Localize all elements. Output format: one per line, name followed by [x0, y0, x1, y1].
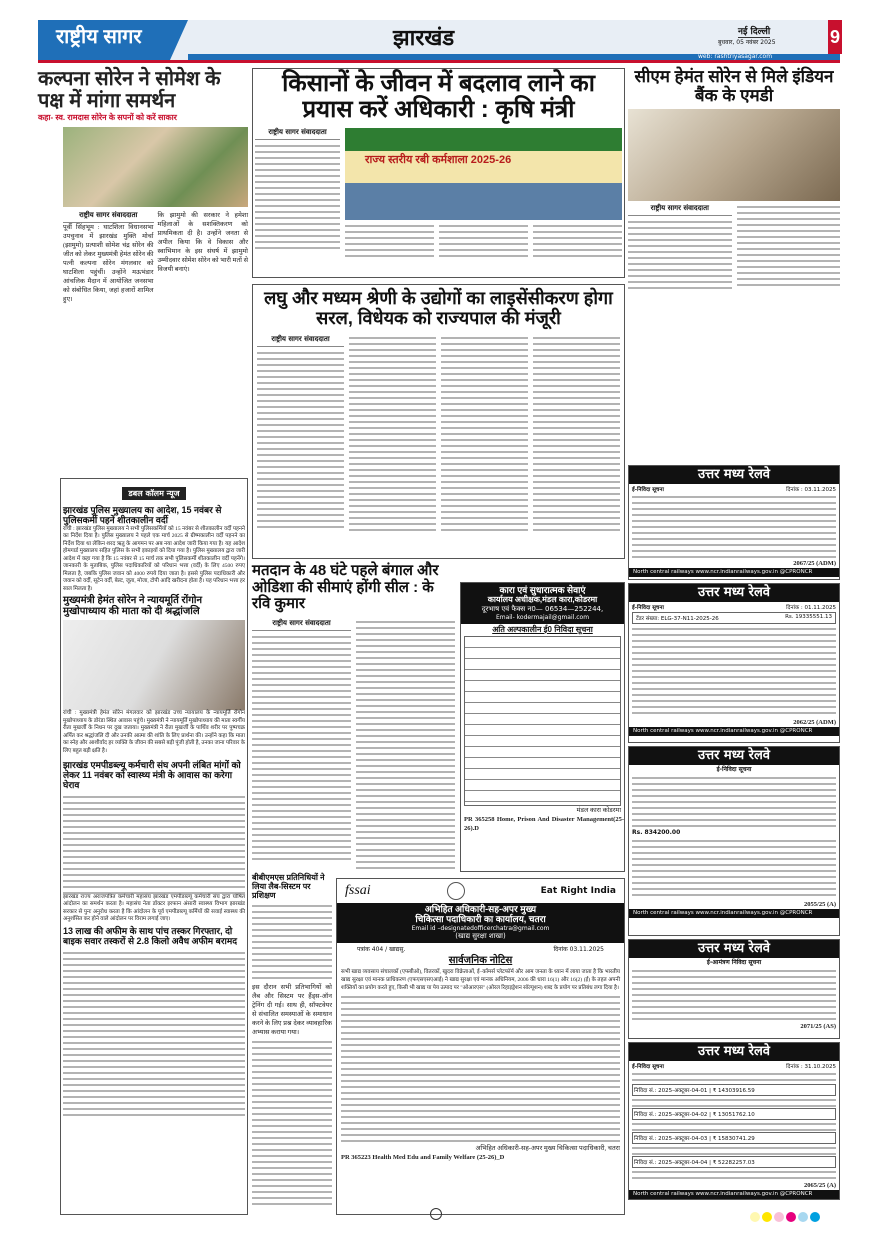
tender-row: निविदा सं.: 2025-अक्टूबर-04-01 | ₹ 14303916.59 [632, 1084, 836, 1096]
tender-cost: Rs. 834200.00 [632, 829, 681, 836]
headline: 13 लाख की अफीम के साथ पांच तस्कर गिरफ्तार, दो बाइक सवार तस्करों से 2.8 किलो अवैध अफीम बरामद [63, 925, 237, 946]
ad-title: अभिहित अधिकारी-सह-अपर मुख्य [424, 904, 537, 914]
notice-body: सभी खाद्य व्यवसाय संचालकों (एफबीओ), वितरकों, खुदरा विक्रेताओं, ई–कॉमर्स प्लेटफॉर्म और आम जनता के ध्यान में लाया जाता है कि भारतीय खाद्य सुरक्षा एवं मानक प्राधिकरण (एफएसएसएआई) ने खाद्य सुरक्षा एवं मानक अधिनियम, 2006 की धारा 16(1) और 16(2) (ई) के तहत अपनी शक्तियों का प्रयोग करते हुए, किसी भी खाद्य या पेय उत्पाद पर "ओआरएस" (ओरल रिहाइड्रेशन सॉल्यूशन) शब्द के प्रयोग पर प्रतिबंध लगा दिया है। [341, 968, 620, 991]
byline: राष्ट्रीय सागर संवाददाता [63, 211, 154, 223]
headline: सीएम हेमंत सोरेन से मिले इंडियन बैंक के एमडी [634, 67, 834, 105]
notice-title: सार्वजनिक नोटिस [448, 954, 513, 966]
byline: राष्ट्रीय सागर संवाददाता [255, 128, 340, 140]
page-number: 9 [828, 20, 842, 54]
headline: कल्पना सोरेन ने सोमेश के पक्ष में मांगा समर्थन [38, 68, 221, 112]
ad-ref: 2067/25 (ADM) [793, 560, 836, 567]
text-block [341, 994, 620, 1144]
text-block [252, 634, 351, 864]
text-block [632, 1121, 836, 1131]
story-indian-bank [628, 68, 840, 289]
fssai-logo: fssai [345, 883, 371, 898]
ad-title: उत्तर मध्य रेलवे [629, 747, 839, 765]
railway-footer[interactable]: North central railways www.ncr.indianrailways.gov.in @CPRONCR [629, 568, 839, 577]
newspaper-logo: राष्ट्रीय सागर [56, 26, 142, 48]
railway-ad-3 [628, 746, 840, 936]
city: नई दिल्ली [738, 24, 770, 38]
ad-ref: पत्रांक 404 / खाद्यसु. [357, 945, 406, 953]
ad-date: दिनांक : 03.11.2025 [786, 487, 836, 493]
railway-ad-4 [628, 939, 840, 1039]
eat-right-india-logo: Eat Right India [540, 886, 616, 896]
story-training [252, 874, 332, 1209]
ad-subtitle: ई-निविदा सूचना [632, 605, 664, 611]
ad-subtitle: ई-निविदा सूचना [632, 487, 664, 493]
text-block [63, 794, 245, 894]
ad-office: कार्यालय अधीक्षक,मंडल कारा,कोडरमा [487, 594, 598, 604]
text-block [439, 223, 528, 259]
text-block [632, 1071, 836, 1083]
ad-release: PR 365223 Health Med Edu and Family Welfare (25-26)_D [341, 1153, 505, 1161]
ad-date: दिनांक : 31.10.2025 [786, 1064, 836, 1070]
story-msme [252, 284, 625, 559]
ad-ref: 2062/25 (ADM) [793, 719, 836, 726]
railway-footer[interactable]: North central railways www.ncr.indianrailways.gov.in @CPRONCR [629, 909, 839, 918]
registration-mark-icon [430, 1208, 442, 1220]
ad-subtitle: ई-आमंत्रण निविदा सूचना [706, 959, 762, 966]
story-vote [252, 563, 455, 869]
text-block [737, 204, 841, 289]
ad-office: चिकित्सा पदाधिकारी का कार्यालय, चतरा [415, 913, 546, 924]
text-block [632, 775, 836, 827]
text-block [632, 1097, 836, 1107]
ad-date: दिनांक : 01.11.2025 [786, 605, 836, 611]
text-block [632, 494, 836, 559]
body-text: पूर्वी सिंहभूम : घाटशिला विधानसभा उपचुनाव में झारखंड मुक्ति मोर्चा (झामुमो) प्रत्याशी सोमेश चंद्र सोरेन की जीत को लेकर मुख्यमंत्री हेमंत सोरेन की पत्नी कल्पना सोरेन मंगलवार को घाटशिला पहुंचीं। उन्होंने मऊभंडार आंचलिक मैदान में आयोजित जनसभा को संबोधित किया, जहां हजारों शामिल हुए। [63, 223, 154, 303]
fssai-public-notice [336, 878, 625, 1215]
text-block [632, 968, 836, 1020]
text-block [533, 223, 622, 259]
photo-tribute [63, 620, 245, 710]
text-block [252, 903, 332, 983]
headline: झारखंड पुलिस मुख्यालय का आदेश, 15 नवंबर से पुलिसकर्मी पहनें शीतकालीन वर्दी [63, 505, 222, 525]
ad-title: उत्तर मध्य रेलवे [629, 940, 839, 958]
ad-title: उत्तर मध्य रेलवे [629, 1043, 839, 1061]
headline: लघु और मध्यम श्रेणी के उद्योगों का लाइसेंसीकरण होगा सरल, विधेयक को राज्यपाल की मंजूरी [264, 288, 613, 328]
body-text: कि झामुमो की सरकार ने हमेशा महिलाओं के सशक्तिकरण को प्राथमिकता दी है। उन्होंने जनता से अपील किया कि वे विकास और स्वाभिमान के इस संघर्ष में झामुमो उम्मीदवार सोमेश सोरेन को भारी मतों से विजयी बनाएं। [157, 211, 248, 273]
tender-table [464, 636, 621, 806]
ad-ref: 2055/25 (A) [804, 901, 836, 908]
railway-ad-5 [628, 1042, 840, 1200]
body-text: रांची : झारखंड पुलिस मुख्यालय ने सभी पुलिसकर्मियों को 15 नवंबर से शीतकालीन वर्दी पहनने का निर्देश दिया है। पुलिस मुख्यालय ने पहले एक मार्च 2025 से ग्रीष्मकालीन वर्दी पहनने का निर्देश दिया था लेकिन शरद ऋतु के आगमन पर अब नया आदेश जारी किया गया है। यह आदेश होमगार्ड मुख्यालय सहित पुलिस के सभी इकाइयों को दिया गया है। पुलिस मुख्यालय द्वारा जारी आदेश में कहा गया है कि 15 नवंबर से 15 मार्च तक सभी पुलिसकर्मी शीतकालीन वर्दी पहनेंगे। जानकारी के मुताबिक, पुलिस पदाधिकारियों को परिधान भत्ता (वर्दी) के लिए 4500 रुपए मिलता है, जबकि पुलिस जवान को 4000 रुपये दिया जाता है। इससे पुलिस पदाधिकारी और जवान को वर्दी, सूटेन वर्दी, बेल्ट, जूता, मोजा, टोपी आदि खरीदना होता है। यह परिधान भत्ता हर साल मिलता है। [63, 525, 245, 592]
ad-notice-title: अति अल्पकालीन ई0 निविदा सूचना [492, 624, 593, 634]
tender-row: निविदा सं.: 2025-अक्टूबर-04-03 | ₹ 15830741.29 [632, 1132, 836, 1144]
text-block [349, 335, 436, 535]
text-block [441, 335, 528, 535]
photo-meeting [628, 109, 840, 201]
tender-row: निविदा सं.: 2025-अक्टूबर-04-04 | ₹ 52282257.03 [632, 1156, 836, 1168]
body-text: रांची : मुख्यमंत्री हेमंत सोरेन मंगलवार को झारखंड उच्च न्यायालय के न्यायमूर्ति रोंगोन मुखोपाध्याय के डोरंडा स्थित आवास पहुंचे। मुख्यमंत्री ने न्यायमूर्ति मुखोपाध्याय की माता स्वर्गीय रीता मुखर्जी के निधन पर दुख जताया। मुख्यमंत्री ने रीता मुखर्जी के पार्थिव शरीर पर पुष्पचक्र अर्पित कर श्रद्धांजलि दी और उनकी आत्मा की शांति के लिए प्रार्थना की। उन्होंने कहा कि माता का स्नेह और आशीर्वाद हर व्यक्ति के जीवन की सबसे बड़ी पूंजी होती है, उनका जाना परिवार के लिए बहुत बड़ी क्षति है। [63, 710, 245, 754]
photo-workshop [345, 128, 622, 220]
jail-tender-ad [460, 582, 625, 872]
text-block [257, 350, 344, 530]
text-block [632, 1145, 836, 1155]
story-kalpana [38, 68, 248, 418]
color-calibration-dots [750, 1212, 820, 1222]
story-agriculture [252, 68, 625, 278]
body-text: झारखंड राज्य अराजपत्रित कर्मचारी महासंघ झारखंड एमपीडब्ल्यू कर्मचारी संघ द्वारा घोषित आंदोलन का समर्थन करता है। महासंघ नेता डॉक्टर इरफान अंसारी स्वास्थ्य विभाग झारखंड सरकार से पुनः अनुरोध करता है कि आंदोलन के पूर्व एमपीडब्ल्यू कर्मियों की सवाई स्वास्थ्य की अनुशंसित कर होने वाले आंदोलन पर विराम लगाई जाए। [63, 893, 245, 923]
railway-footer[interactable]: North central railways www.ncr.indianrailways.gov.in @CPRONCR [629, 1190, 839, 1199]
headline: झारखंड एमपीडब्ल्यू कर्मचारी संघ अपनी लंबित मांगों को लेकर 11 नवंबर को स्वास्थ्य मंत्री के आवास का करेगा घेराव [63, 760, 241, 791]
website[interactable]: web: rashtriyasagar.com [698, 53, 773, 60]
ad-date: दिनांक 03.11.2025 [553, 945, 604, 953]
section-label: डबल कॉलम न्यूज [122, 487, 185, 500]
ad-branch: (खाद्य सुरक्षा शाखा) [455, 931, 506, 940]
headline: मुख्यमंत्री हेमंत सोरेन ने न्यायमूर्ति रोंगोन मुखोपाध्याय की माता को दी श्रद्धांजलि [63, 595, 203, 618]
headline: बीबीएमएस प्रतिनिधियों ने लिया लैब-सिस्टम पर प्रशिक्षण [252, 873, 325, 900]
railway-ad-1 [628, 465, 840, 580]
text-block [345, 223, 434, 259]
railway-footer[interactable]: North central railways www.ncr.indianrailways.gov.in @CPRONCR [629, 727, 839, 736]
text-block [252, 1039, 332, 1209]
section-title: झारखंड [393, 25, 455, 50]
tender-number: टेंडर संख्या: ELG-37-N11-2025-26 [636, 616, 719, 622]
byline: राष्ट्रीय सागर संवाददाता [252, 619, 351, 631]
text-block [356, 619, 455, 869]
text-block [255, 143, 340, 253]
ad-signature: अभिहित अधिकारी-सह-अपर मुख्य चिकित्सा पदाधिकारी, चतरा [475, 1144, 620, 1152]
double-column-news [60, 478, 248, 1215]
text-block [632, 1169, 836, 1181]
byline: राष्ट्रीय सागर संवाददाता [628, 204, 732, 216]
ad-phone: दूरभाष एवं फैक्स न0— 06534—252244, [481, 604, 604, 613]
body-text: इस दौरान सभी प्रतिभागियों को लैब और सिस्टम पर हैंड्स-ऑन ट्रेनिंग दी गई। साथ ही, सॉफ्टवेयर से संचालित समस्याओं के समाधान करने के लिए प्रश्न देकर व्यावहारिक अभ्यास कराया गया। [252, 984, 332, 1037]
ad-email[interactable]: Email- kodermajail@gmail.com [495, 613, 590, 621]
text-block [628, 219, 732, 289]
photo-banner-text: राज्य स्तरीय रबी कर्मशाला 2025-26 [365, 153, 512, 166]
tender-cost: Rs. 19335551.13 [785, 614, 832, 620]
ad-title: उत्तर मध्य रेलवे [629, 584, 839, 602]
railway-ad-2 [628, 583, 840, 743]
masthead [38, 20, 840, 63]
headline: मतदान के 48 घंटे पहले बंगाल और ओडिशा की सीमाएं होंगी सील : के रवि कुमार [252, 562, 439, 612]
text-block [632, 838, 836, 898]
tender-row: निविदा सं.: 2025-अक्टूबर-04-02 | ₹ 13051762.10 [632, 1108, 836, 1120]
ad-release: PR 365258 Home, Prison And Disaster Management(25-26).D [464, 816, 624, 833]
main-headline: किसानों के जीवन में बदलाव लाने का प्रयास करें अधिकारी : कृषि मंत्री [282, 70, 595, 124]
text-block [632, 626, 836, 716]
ad-title: उत्तर मध्य रेलवे [629, 466, 839, 484]
subhead: कहा- स्व. रामदास सोरेन के सपनों को करें साकार [38, 113, 177, 122]
text-block [63, 950, 245, 1120]
ad-ref: 2065/25 (A) [804, 1182, 836, 1189]
ad-subtitle: ई-निविदा सूचना [632, 1064, 664, 1070]
byline: राष्ट्रीय सागर संवाददाता [257, 335, 344, 347]
ad-email[interactable]: Email id –designatedofficerchatra@gmail.com [411, 924, 550, 932]
issue-date: बुधवार, 05 नवंबर 2025 [718, 39, 776, 46]
ad-signature: मंडल कारा कोडरमा [576, 807, 621, 815]
photo-rally [63, 127, 248, 207]
emblem-icon [447, 882, 465, 900]
ad-subtitle: ई-निविदा सूचना [716, 766, 752, 773]
ad-ref: 2071/25 (AS) [800, 1023, 836, 1030]
text-block [533, 335, 620, 535]
ad-title: कारा एवं सुधारात्मक सेवाएं [499, 585, 586, 595]
